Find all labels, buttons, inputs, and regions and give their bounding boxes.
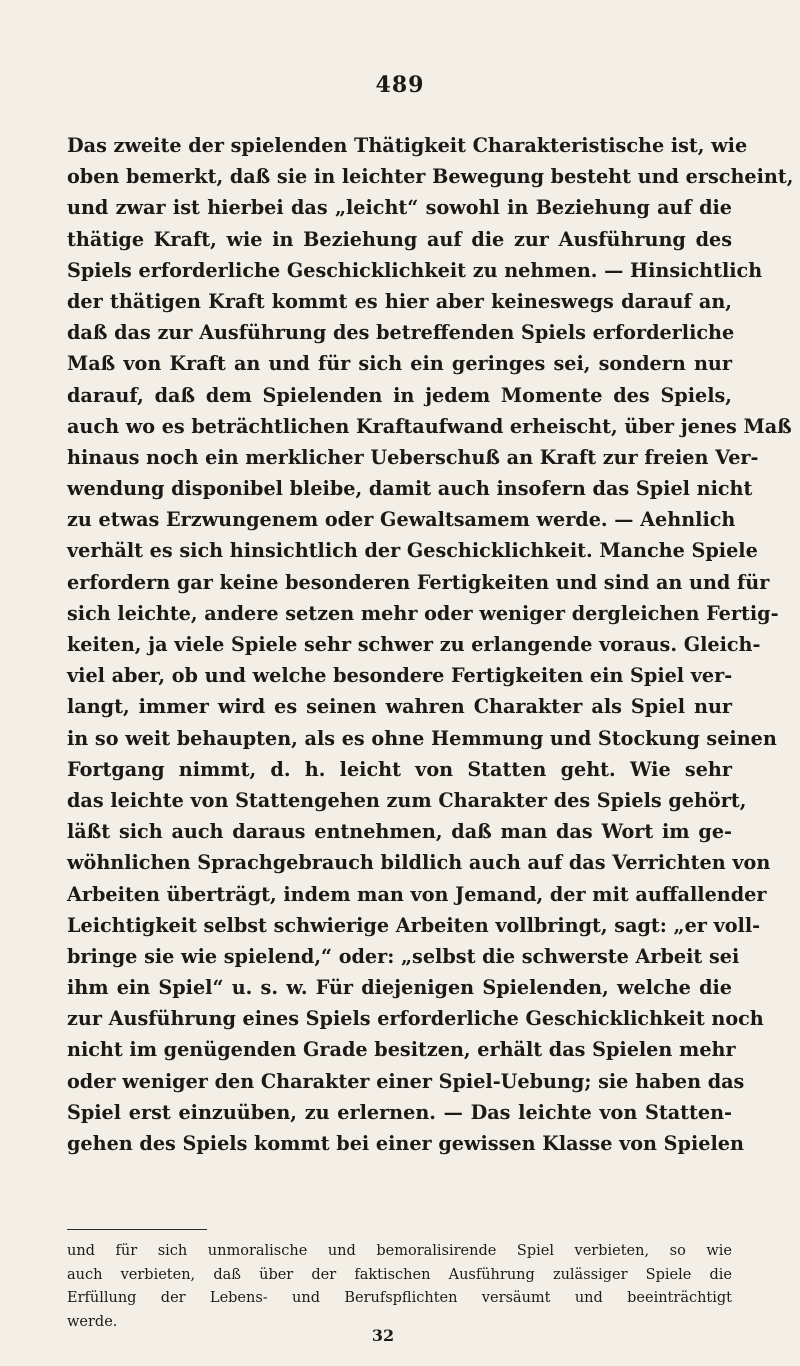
body-line: hinaus noch ein merklicher Ueberschuß an Kraft zur freien Ver- — [67, 445, 759, 469]
body-line: zur Ausführung eines Spiels erforderliche Geschicklichkeit noch — [67, 1007, 764, 1031]
body-line: verhält es sich hinsichtlich der Geschicklichkeit. Manche Spiele — [67, 539, 758, 563]
body-line: Arbeiten überträgt, indem man von Jemand, der mit auffallender — [67, 882, 767, 906]
footnote-line: Erfüllung der Lebens- und Berufspflichten versäumt und beeinträchtigt — [67, 1290, 732, 1306]
body-line: keiten, ja viele Spiele sehr schwer zu erlangende voraus. Gleich- — [67, 633, 761, 656]
body-line: wöhnlichen Sprachgebrauch bildlich auch auf das Verrichten von — [67, 851, 771, 875]
body-line: bringe sie wie spielend,“ oder: „selbst die schwerste Arbeit sei — [67, 944, 740, 968]
body-line: langt, immer wird es seinen wahren Charakter als Spiel nur — [67, 695, 732, 719]
body-line: Das zweite der spielenden Thätigkeit Charakteristische ist, wie — [67, 134, 748, 157]
page-number: 489 — [375, 72, 425, 98]
body-line: auch wo es beträchtlichen Kraftaufwand erheischt, über jenes Maß — [67, 414, 792, 438]
footnote-line: werde. — [67, 1313, 118, 1330]
body-line: Leichtigkeit selbst schwierige Arbeiten vollbringt, sagt: „er voll- — [67, 913, 761, 937]
body-line: erfordern gar keine besonderen Fertigkeiten und sind an und für — [67, 570, 770, 594]
body-line: und zwar ist hierbei das „leicht“ sowohl in Beziehung auf die — [67, 196, 732, 220]
body-line: gehen des Spiels kommt bei einer gewissen Klasse von Spielen — [67, 1132, 744, 1155]
body-line: darauf, daß dem Spielenden in jedem Momente des Spiels, — [67, 383, 732, 407]
body-line: thätige Kraft, wie in Beziehung auf die zur Ausführung des — [67, 227, 732, 251]
body-line: nicht im genügenden Grade besitzen, erhält das Spielen mehr — [67, 1038, 736, 1062]
body-line: viel aber, ob und welche besondere Fertigkeiten ein Spiel ver- — [67, 664, 733, 688]
footnote-line: auch verbieten, daß über der faktischen Ausführung zulässiger Spiele die — [67, 1266, 732, 1283]
body-line: sich leichte, andere setzen mehr oder weniger dergleichen Fertig- — [67, 601, 779, 625]
body-line: der thätigen Kraft kommt es hier aber keineswegs darauf an, — [67, 289, 732, 313]
body-line: daß das zur Ausführung des betreffenden Spiels erforderliche — [67, 321, 735, 345]
body-line: Spiel erst einzuüben, zu erlernen. — Das leichte von Statten- — [67, 1100, 732, 1124]
footnote — [67, 1240, 732, 1334]
footnote-line: und für sich unmoralische und bemoralisirende Spiel verbieten, so wie — [67, 1243, 732, 1259]
body-line: ihm ein Spiel“ u. s. w. Für diejenigen Spielenden, welche die — [67, 976, 732, 1000]
body-text — [67, 130, 794, 1159]
body-line: Fortgang nimmt, d. h. leicht von Statten geht. Wie sehr — [67, 757, 732, 781]
body-line: das leichte von Stattengehen zum Charakter des Spiels gehört, — [67, 788, 747, 812]
body-line: Spiels erforderliche Geschicklichkeit zu nehmen. — Hinsichtlich — [67, 258, 763, 282]
body-line: zu etwas Erzwungenem oder Gewaltsamem werde. — Aehnlich — [67, 508, 736, 532]
body-line: oben bemerkt, daß sie in leichter Bewegung besteht und erscheint, — [67, 165, 794, 189]
body-line: Maß von Kraft an und für sich ein geringes sei, sondern nur — [67, 352, 732, 376]
body-line: wendung disponibel bleibe, damit auch insofern das Spiel nicht — [67, 477, 753, 501]
body-line: oder weniger den Charakter einer Spiel-Uebung; sie haben das — [67, 1069, 745, 1093]
body-line: läßt sich auch daraus entnehmen, daß man das Wort im ge- — [67, 820, 732, 844]
body-line: in so weit behaupten, als es ohne Hemmung und Stockung seinen — [67, 726, 777, 750]
signature-mark: 32 — [371, 1326, 395, 1345]
footnote-divider — [67, 1229, 207, 1230]
